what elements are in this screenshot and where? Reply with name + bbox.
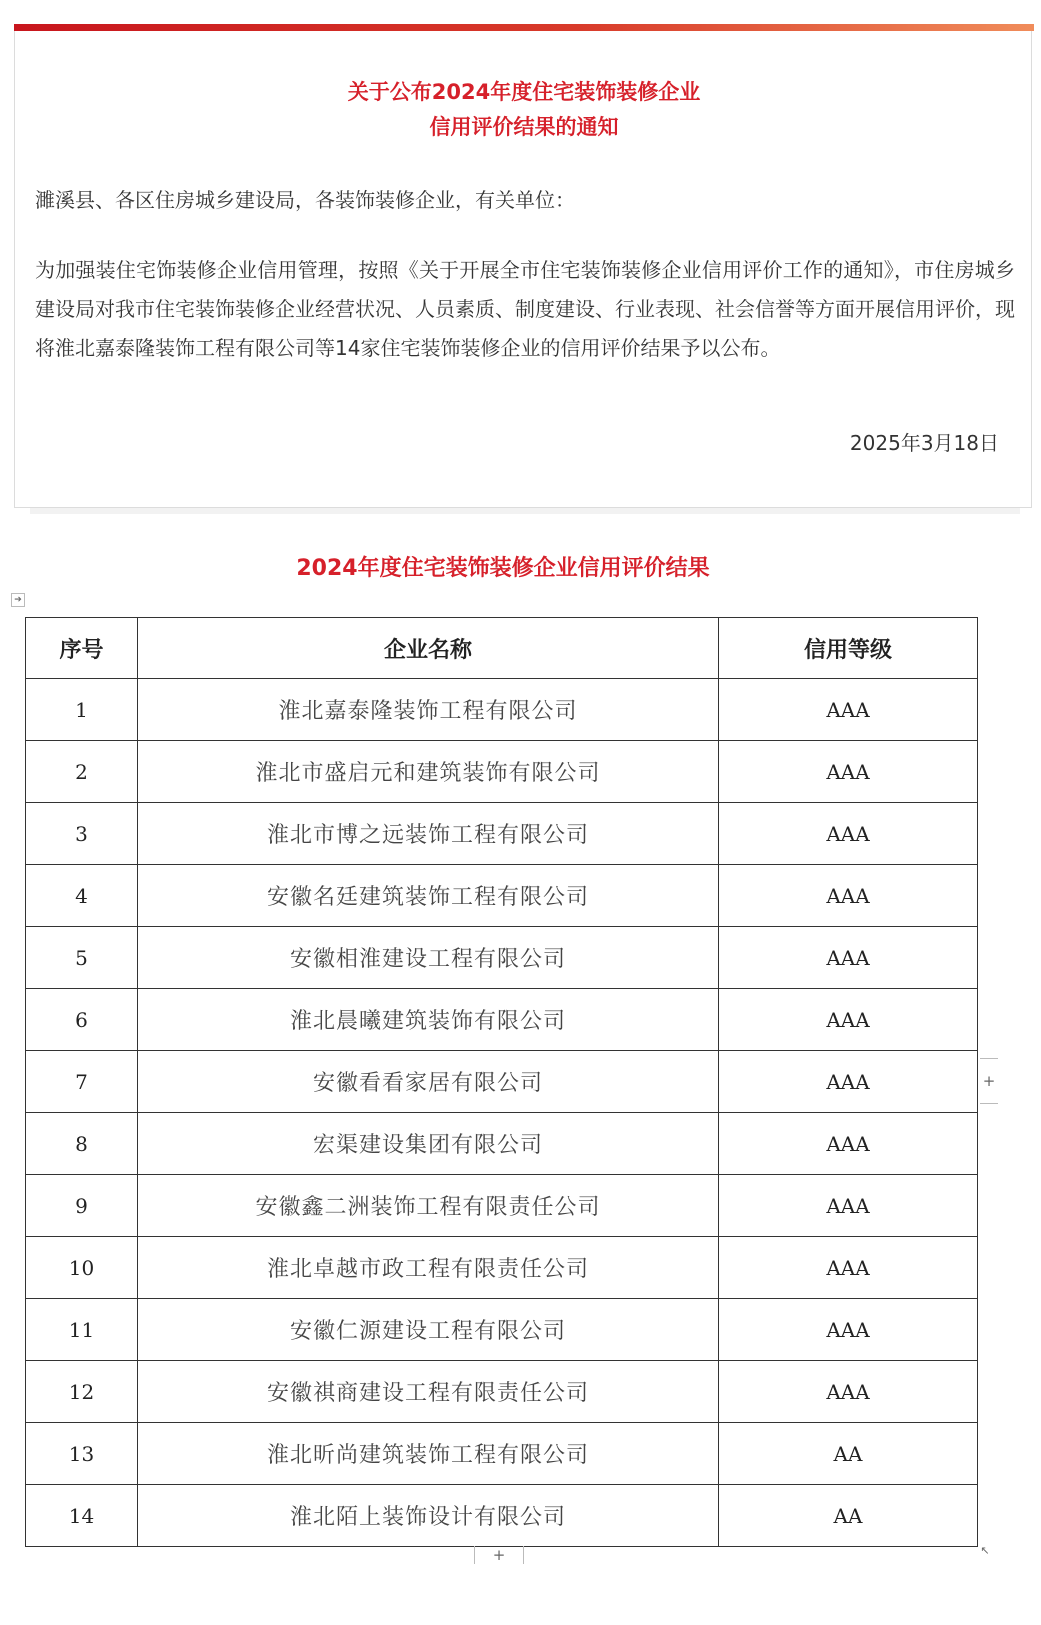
row-serial: 7 <box>26 1051 138 1113</box>
row-company-name: 安徽相淮建设工程有限公司 <box>138 927 719 989</box>
row-serial: 8 <box>26 1113 138 1175</box>
table-row <box>26 1237 978 1299</box>
row-credit-level: AAA <box>719 741 978 803</box>
row-company-name: 安徽看看家居有限公司 <box>138 1051 719 1113</box>
table-row <box>26 679 978 741</box>
row-company-name: 安徽祺商建设工程有限责任公司 <box>138 1361 719 1423</box>
table-row <box>26 1051 978 1113</box>
table-row <box>26 1299 978 1361</box>
row-serial: 4 <box>26 865 138 927</box>
row-credit-level: AAA <box>719 1237 978 1299</box>
table-row <box>26 927 978 989</box>
notice-title-line2: 信用评价结果的通知 <box>429 115 619 139</box>
row-serial: 10 <box>26 1237 138 1299</box>
row-credit-level: AA <box>719 1485 978 1547</box>
row-company-name: 安徽名廷建筑装饰工程有限公司 <box>138 865 719 927</box>
row-company-name: 安徽鑫二洲装饰工程有限责任公司 <box>138 1175 719 1237</box>
header-serial: 序号 <box>26 618 138 679</box>
row-credit-level: AAA <box>719 1299 978 1361</box>
header-credit-level: 信用等级 <box>719 618 978 679</box>
row-serial: 12 <box>26 1361 138 1423</box>
row-credit-level: AAA <box>719 1051 978 1113</box>
row-serial: 6 <box>26 989 138 1051</box>
row-company-name: 淮北市盛启元和建筑装饰有限公司 <box>138 741 719 803</box>
table-resize-icon[interactable]: ↖ <box>980 1544 990 1557</box>
table-row <box>26 803 978 865</box>
table-row <box>26 1423 978 1485</box>
row-credit-level: AAA <box>719 1175 978 1237</box>
table-row <box>26 1361 978 1423</box>
row-credit-level: AAA <box>719 989 978 1051</box>
row-serial: 5 <box>26 927 138 989</box>
row-company-name: 淮北晨曦建筑装饰有限公司 <box>138 989 719 1051</box>
table-row <box>26 1175 978 1237</box>
add-column-icon[interactable]: + <box>980 1058 998 1104</box>
notice-card-shadow <box>30 508 1020 514</box>
notice-date: 2025年3月18日 <box>849 431 999 455</box>
table-header-row <box>26 618 978 679</box>
row-serial: 14 <box>26 1485 138 1547</box>
notice-body: 为加强装住宅饰装修企业信用管理，按照《关于开展全市住宅装饰装修企业信用评价工作的通知》，市住房城乡建设局对我市住宅装饰装修企业经营状况、人员素质、制度建设、行业表现、社会信誉等方面开展信用评价，现将淮北嘉泰隆装饰工程有限公司等14家住宅装饰装修企业的信用评价结果予以公布。 <box>35 258 1015 360</box>
row-credit-level: AAA <box>719 865 978 927</box>
table-row <box>26 865 978 927</box>
notice-salutation: 濉溪县、各区住房城乡建设局，各装饰装修企业，有关单位： <box>35 188 575 212</box>
table-move-icon[interactable]: ➔ <box>11 593 25 607</box>
row-serial: 9 <box>26 1175 138 1237</box>
table-row <box>26 1485 978 1547</box>
row-credit-level: AAA <box>719 1113 978 1175</box>
table-row <box>26 741 978 803</box>
row-company-name: 安徽仁源建设工程有限公司 <box>138 1299 719 1361</box>
row-credit-level: AAA <box>719 803 978 865</box>
header-company-name: 企业名称 <box>138 618 719 679</box>
notice-title-line1: 关于公布2024年度住宅装饰装修企业 <box>347 80 701 104</box>
row-credit-level: AAA <box>719 1361 978 1423</box>
row-credit-level: AAA <box>719 679 978 741</box>
add-row-icon[interactable]: + <box>474 1546 524 1564</box>
row-company-name: 淮北嘉泰隆装饰工程有限公司 <box>138 679 719 741</box>
row-serial: 13 <box>26 1423 138 1485</box>
row-company-name: 宏渠建设集团有限公司 <box>138 1113 719 1175</box>
row-serial: 2 <box>26 741 138 803</box>
table-title: 2024年度住宅装饰装修企业信用评价结果 <box>296 556 710 581</box>
notice-accent-bar <box>14 24 1034 31</box>
row-credit-level: AA <box>719 1423 978 1485</box>
row-company-name: 淮北昕尚建筑装饰工程有限公司 <box>138 1423 719 1485</box>
table-row <box>26 1113 978 1175</box>
row-serial: 11 <box>26 1299 138 1361</box>
row-company-name: 淮北卓越市政工程有限责任公司 <box>138 1237 719 1299</box>
row-credit-level: AAA <box>719 927 978 989</box>
row-serial: 1 <box>26 679 138 741</box>
row-company-name: 淮北陌上装饰设计有限公司 <box>138 1485 719 1547</box>
row-company-name: 淮北市博之远装饰工程有限公司 <box>138 803 719 865</box>
notice-card <box>14 24 1032 508</box>
credit-result-table <box>25 617 978 1547</box>
row-serial: 3 <box>26 803 138 865</box>
table-row <box>26 989 978 1051</box>
